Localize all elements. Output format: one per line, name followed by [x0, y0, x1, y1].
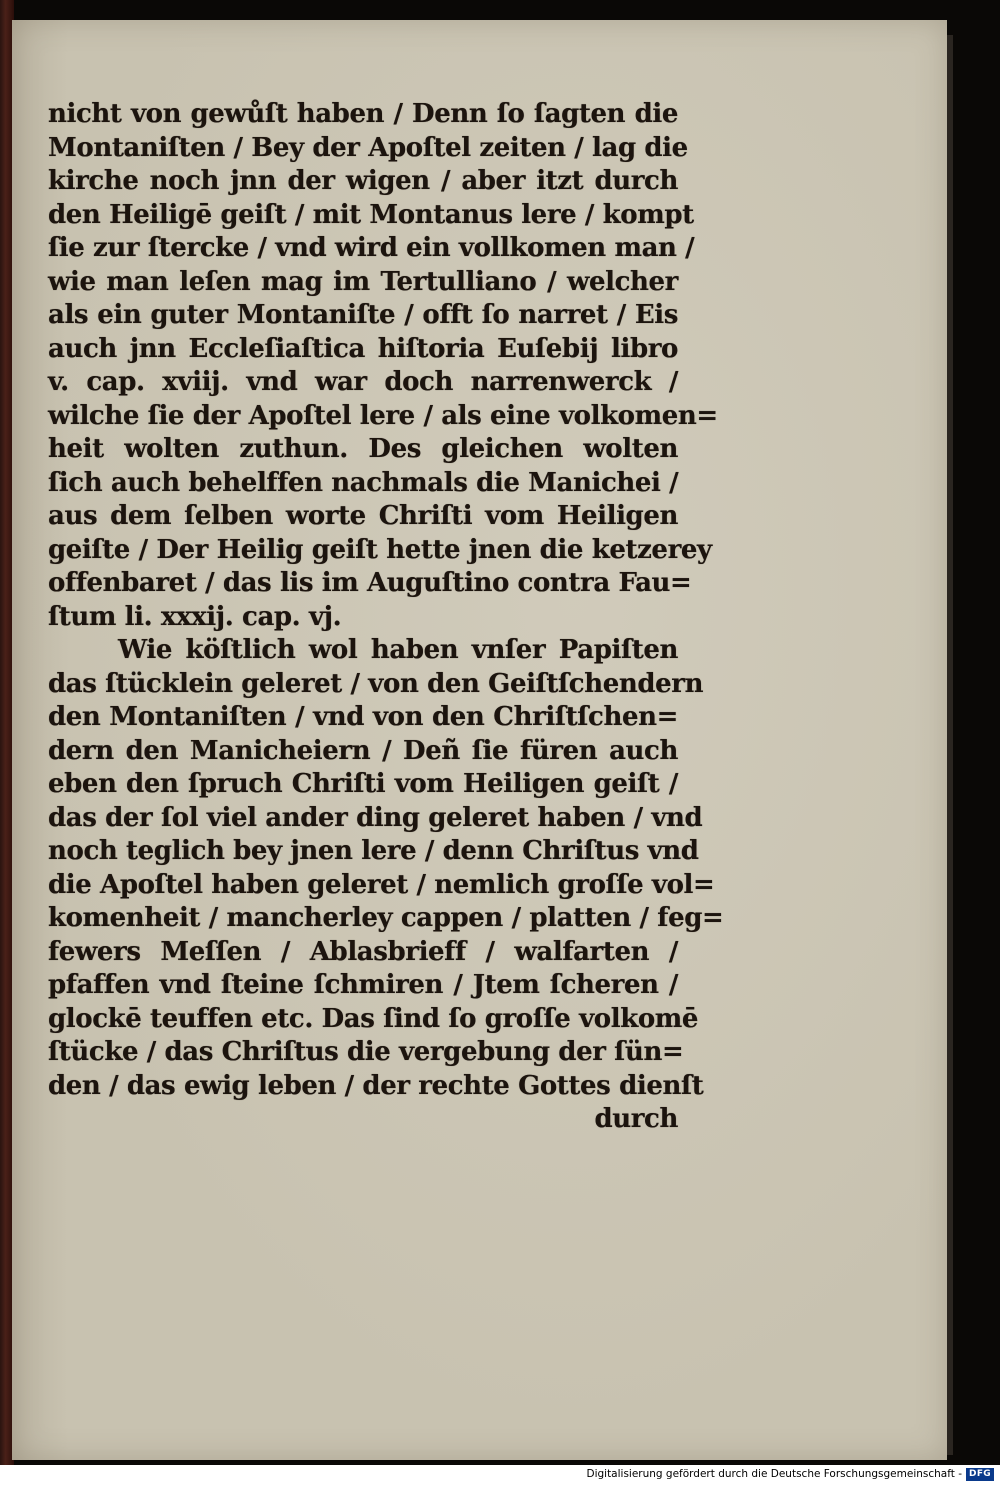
text-line: komenheit / mancherley cappen / platten / feg=	[48, 903, 724, 933]
text-line: eben den ſpruch Chriſti vom Heiligen geiſt /	[48, 769, 678, 799]
catchword: durch	[594, 1104, 678, 1134]
text-line: glockē teuffen etc. Das ſind ſo groſſe volkomē	[48, 1003, 699, 1034]
text-line: ſich auch behelffen nachmals die Manichei /	[48, 467, 679, 498]
text-line: noch teglich bey jnen lere / denn Chriſtus vnd	[48, 836, 699, 866]
paragraph-first-line: Wie köſtlich wol haben vnſer Papiſten	[118, 635, 678, 665]
text-line: ſtücke / das Chriſtus die vergebung der ſün=	[48, 1037, 684, 1067]
text-line: den Heiligē geiſt / mit Montanus lere / kompt	[48, 199, 694, 230]
text-line: wie man leſen mag im Tertulliano / welcher	[48, 266, 678, 297]
page-text-block	[48, 98, 724, 1137]
text-line: fewers Meſſen / Ablasbrieff / walfarten /	[48, 936, 678, 967]
text-line: Montaniſten / Bey der Apoſtel zeiten / lag die	[48, 132, 688, 163]
footer-bar	[0, 1465, 1000, 1486]
text-line: dern den Manicheiern / Deñ ſie füren auch	[48, 735, 678, 766]
text-line: wilche ſie der Apoſtel lere / als eine volkomen=	[48, 400, 718, 431]
dfg-logo: DFG	[966, 1468, 994, 1481]
text-line: den Montaniſten / vnd von den Chriſtſchen=	[48, 702, 678, 732]
text-line: offenbaret / das lis im Auguſtino contra Fau=	[48, 568, 692, 598]
text-line: die Apoſtel haben geleret / nemlich groſſe vol=	[48, 869, 715, 900]
text-line: kirche noch jnn der wigen / aber itzt durch	[48, 166, 678, 196]
text-line: nicht von gewůſt haben / Denn ſo ſagten die	[48, 99, 678, 129]
text-line: heit wolten zuthun. Des gleichen wolten	[48, 434, 678, 464]
text-line: den / das ewig leben / der rechte Gottes dienſt	[48, 1070, 704, 1101]
funding-notice: Digitalisierung gefördert durch die Deutsche Forschungsgemeinschaft -	[586, 1468, 962, 1480]
text-line: aus dem ſelben worte Chriſti vom Heiligen	[48, 501, 678, 531]
text-line: pfaffen vnd ſteine ſchmiren / Jtem ſcheren /	[48, 970, 678, 1000]
text-line: das der ſol viel ander ding geleret haben / vnd	[48, 802, 703, 833]
text-line: auch jnn Eccleſiaſtica hiſtoria Euſebij libro	[48, 333, 678, 364]
text-line: geiſte / Der Heilig geiſt hette jnen die ketzerey	[48, 534, 712, 565]
text-line: v. cap. xviij. vnd war doch narrenwerck /	[48, 367, 678, 397]
text-line: ſie zur ſtercke / vnd wird ein vollkomen man /	[48, 233, 695, 263]
page-fore-edge	[947, 35, 953, 1455]
text-line: als ein guter Montaniſte / offt ſo narret / Eis	[48, 300, 678, 330]
text-line: das ſtücklein geleret / von den Geiſtſchendern	[48, 668, 704, 699]
text-line: ſtum li. xxxij. cap. vj.	[48, 601, 342, 632]
